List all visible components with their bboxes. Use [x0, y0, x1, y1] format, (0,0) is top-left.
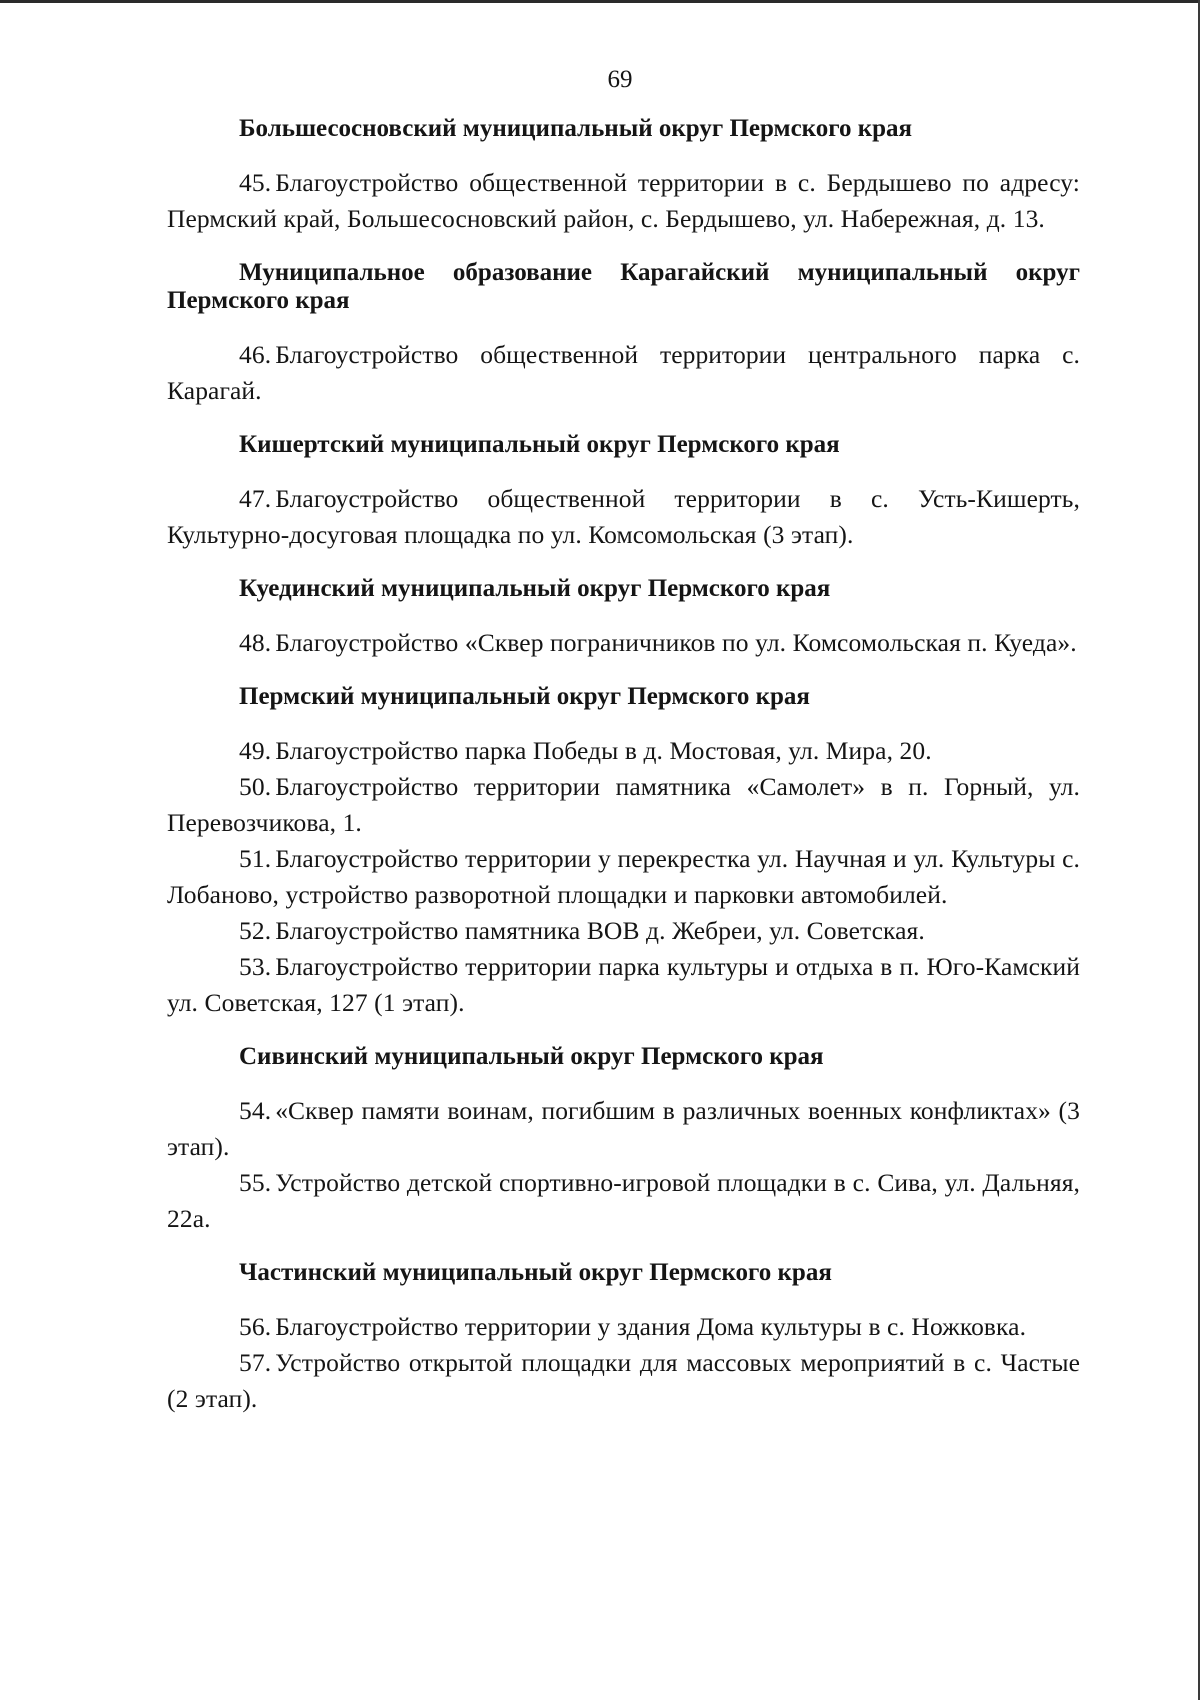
- section-heading: Кишертский муниципальный округ Пермского края: [239, 431, 840, 458]
- item-number: 56.: [239, 1312, 272, 1341]
- list-item: [167, 1093, 1080, 1165]
- item-text: Благоустройство общественной территории центрального парка с. Карагай.: [167, 340, 1080, 405]
- section-heading: Сивинский муниципальный округ Пермского края: [239, 1043, 824, 1070]
- list-item: [167, 625, 1080, 661]
- item-text: Благоустройство «Сквер пограничников по ул. Комсомольская п. Куеда».: [275, 628, 1077, 657]
- page-top-edge: [0, 0, 1200, 3]
- list-item: [167, 913, 1080, 949]
- item-number: 55.: [239, 1168, 272, 1197]
- section-heading: Муниципальное образование Карагайский муниципальный округ Пермского края: [167, 259, 1080, 314]
- document-body: [167, 112, 1080, 1417]
- section-heading: Куединский муниципальный округ Пермского края: [239, 575, 831, 602]
- item-number: 48.: [239, 628, 272, 657]
- section-bolshesosnovsky: [167, 115, 1080, 237]
- item-text: Устройство открытой площадки для массовых мероприятий в с. Частые (2 этап).: [167, 1348, 1080, 1413]
- item-text: Благоустройство территории парка культуры и отдыха в п. Юго-Камский ул. Советская, 127 (1 этап).: [167, 952, 1080, 1017]
- item-text: «Сквер памяти воинам, погибшим в различных военных конфликтах» (3 этап).: [167, 1096, 1080, 1161]
- item-text: Устройство детской спортивно-игровой площадки в с. Сива, ул. Дальняя, 22а.: [167, 1168, 1080, 1233]
- item-text: Благоустройство общественной территории в с. Усть-Кишерть, Культурно-досуговая площадка по ул. Комсомольская (3 этап).: [167, 484, 1080, 549]
- item-text: Благоустройство памятника ВОВ д. Жебреи, ул. Советская.: [275, 916, 925, 945]
- section-sivinsky: [167, 1043, 1080, 1237]
- item-text: Благоустройство парка Победы в д. Мостовая, ул. Мира, 20.: [275, 736, 932, 765]
- list-item: [167, 481, 1080, 553]
- list-item: [167, 841, 1080, 913]
- item-text: Благоустройство территории у здания Дома культуры в с. Ножковка.: [275, 1312, 1027, 1341]
- item-number: 52.: [239, 916, 272, 945]
- list-item: [167, 949, 1080, 1021]
- item-number: 47.: [239, 484, 272, 513]
- item-number: 53.: [239, 952, 272, 981]
- list-item: [167, 165, 1080, 237]
- section-karagaisky: [167, 259, 1080, 409]
- section-chastinsky: [167, 1259, 1080, 1417]
- page-number: 69: [607, 66, 633, 93]
- list-item: [167, 1345, 1080, 1417]
- item-number: 45.: [239, 168, 272, 197]
- section-kishertsky: [167, 431, 1080, 553]
- item-text: Благоустройство общественной территории в с. Бердышево по адресу: Пермский край, Большесосновский район, с. Бердышево, ул. Набережная, д. 13.: [167, 168, 1080, 233]
- list-item: [167, 733, 1080, 769]
- item-text: Благоустройство территории у перекрестка ул. Научная и ул. Культуры с. Лобаново, устройство разворотной площадки и парковки автомобилей.: [167, 844, 1080, 909]
- section-heading: Большесосновский муниципальный округ Пермского края: [239, 115, 913, 142]
- item-number: 54.: [239, 1096, 272, 1125]
- item-number: 50.: [239, 772, 272, 801]
- item-number: 57.: [239, 1348, 272, 1377]
- section-heading: Частинский муниципальный округ Пермского края: [239, 1259, 832, 1286]
- section-heading: Пермский муниципальный округ Пермского края: [239, 683, 810, 710]
- item-text: Благоустройство территории памятника «Самолет» в п. Горный, ул. Перевозчикова, 1.: [167, 772, 1080, 837]
- section-permsky: [167, 683, 1080, 1021]
- section-kuedinsky: [167, 575, 1080, 661]
- list-item: [167, 1165, 1080, 1237]
- item-number: 49.: [239, 736, 272, 765]
- item-number: 46.: [239, 340, 272, 369]
- list-item: [167, 769, 1080, 841]
- list-item: [167, 1309, 1080, 1345]
- item-number: 51.: [239, 844, 272, 873]
- list-item: [167, 337, 1080, 409]
